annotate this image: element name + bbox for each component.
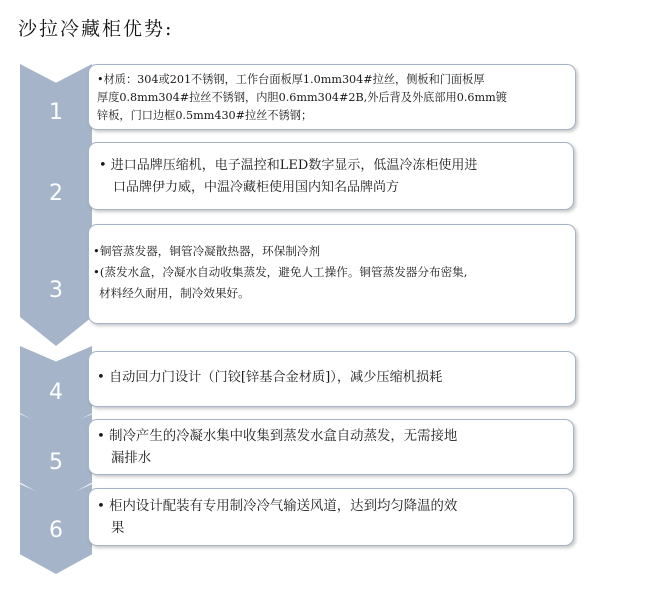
step-number-2: 2 (49, 181, 63, 206)
step-5-line: 漏排水 (111, 451, 152, 466)
step-number-5: 5 (49, 450, 63, 475)
step-5-line: • 制冷产生的冷凝水集中收集到蒸发水盒自动蒸发，无需接地 (97, 429, 458, 444)
step-6-line: • 柜内设计配装有专用制冷冷气输送风道，达到均匀降温的效 (97, 499, 458, 514)
step-3-line: 材料经久耐用，制冷效果好。 (99, 286, 250, 300)
step-box-6 (88, 488, 574, 546)
step-box-2 (88, 142, 574, 210)
step-3-line: •铜管蒸发器，铜管冷凝散热器，环保制冷剂 (93, 244, 321, 258)
step-box-5 (88, 419, 574, 475)
step-number-3: 3 (49, 278, 63, 303)
step-number-4: 4 (49, 380, 63, 405)
step-number-6: 6 (49, 518, 63, 543)
step-3-line: •(蒸发水盒，冷凝水自动收集蒸发，避免人工操作。铜管蒸发器分布密集, (93, 265, 468, 279)
step-1-line: •材质：304或201不锈钢，工作台面板厚1.0mm304#拉丝，侧板和门面板厚 (97, 73, 485, 86)
page-title: 沙拉冷藏柜优势: (18, 18, 174, 40)
step-1-line: 厚度0.8mm304#拉丝不锈钢，内胆0.6mm304#2B,外后背及外底部用0.6mm镀 (97, 91, 507, 104)
step-2-line: • 进口品牌压缩机，电子温控和LED数字显示，低温冷冻柜使用进 (99, 158, 478, 173)
step-2-line: 口品牌伊力威，中温冷藏柜使用国内知名品牌尚方 (113, 180, 400, 195)
step-6-line: 果 (111, 521, 125, 536)
step-1-line: 锌板，门口边框0.5mm430#拉丝不锈钢； (97, 109, 313, 122)
step-number-1: 1 (49, 100, 63, 125)
step-box-1 (88, 64, 576, 130)
step-box-4 (88, 351, 576, 407)
step-4-line: • 自动回力门设计（门铰[锌基合金材质]），减少压缩机损耗 (97, 370, 443, 385)
step-box-3 (88, 224, 576, 324)
